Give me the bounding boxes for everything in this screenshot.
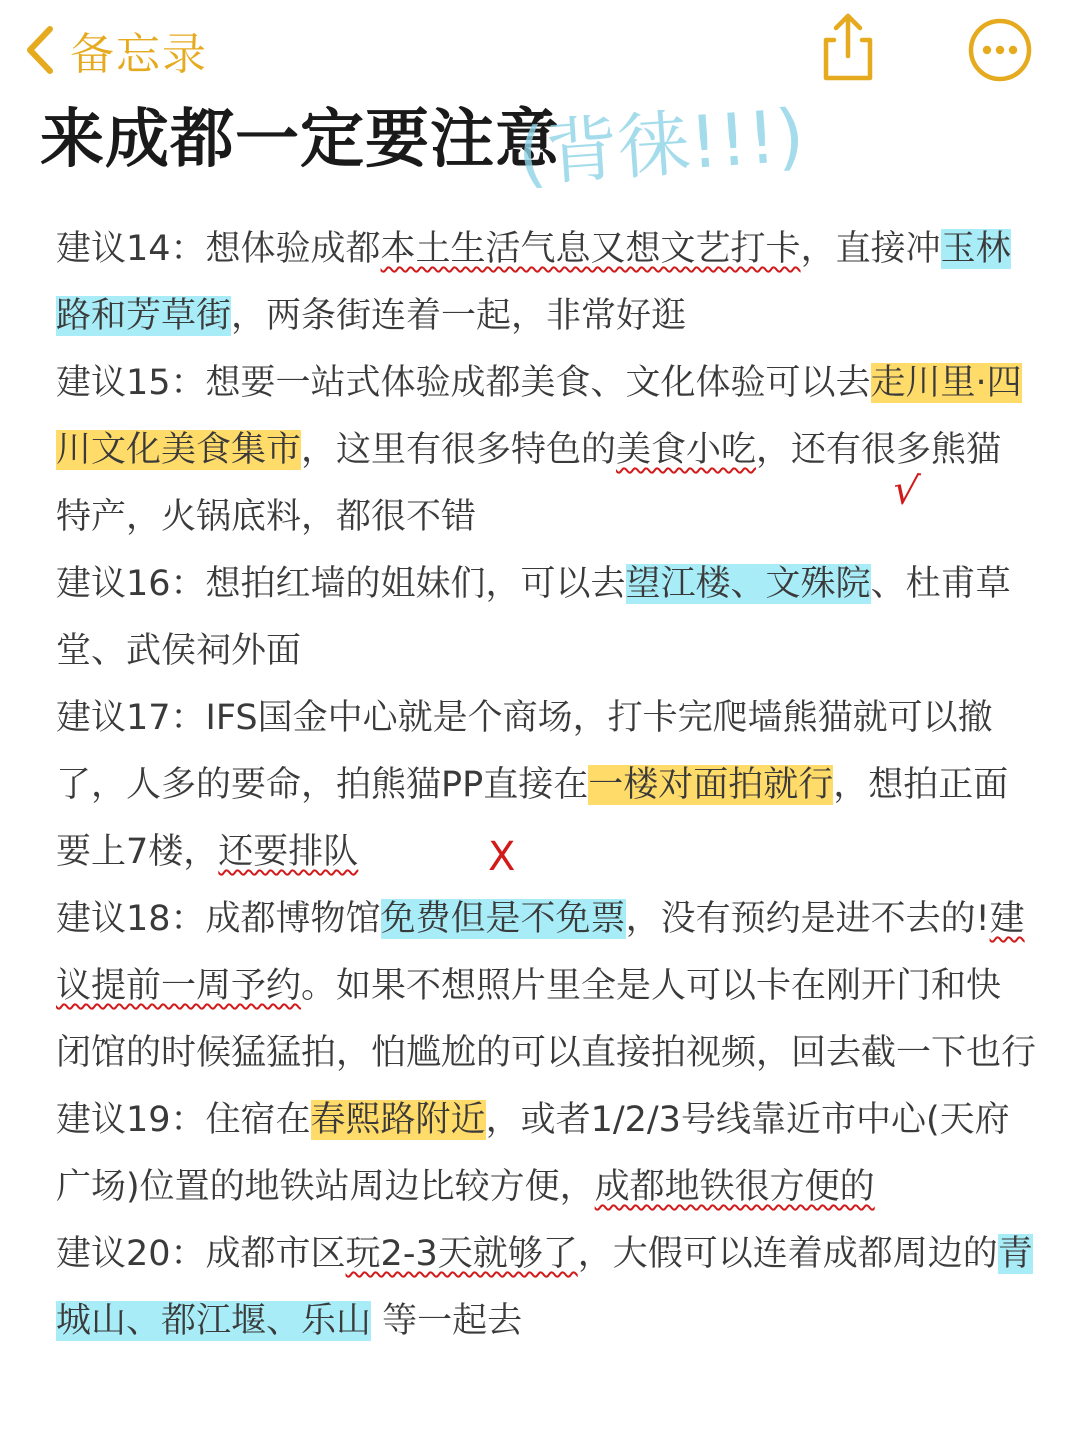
highlighted-text: 走川里·四川文化美食集市 — [56, 363, 1022, 470]
tip-text: 建议14：想体验成都 — [56, 229, 381, 269]
highlighted-text: 望江楼、文殊院 — [625, 564, 871, 604]
tip-text: 建议19：住宿在 — [56, 1100, 311, 1140]
tip-14 — [56, 216, 1036, 350]
more-icon — [964, 14, 1036, 86]
handwritten-doodle — [510, 92, 840, 202]
tip-text: ，这里有很多特色的 — [301, 430, 617, 470]
note-body[interactable] — [56, 216, 1036, 1355]
navigation-bar — [0, 0, 1080, 100]
underlined-text: 玩2-3天就够了 — [345, 1234, 578, 1274]
highlighted-text: 春熙路附近 — [310, 1100, 486, 1140]
tip-text: 建议17：IFS国金中心就是个商场，打卡完爬墙熊猫就可以撤了，人多的要命，拍熊猫PP直接在 — [56, 698, 993, 805]
underlined-text: 本土生活气息又想文艺打卡 — [380, 229, 801, 269]
tip-text: 建议20：成都市区 — [56, 1234, 346, 1274]
highlighted-text: 青城山、都江堰、乐山 — [56, 1234, 1033, 1341]
note-title: 来成都一定要注意 — [40, 103, 560, 177]
highlighted-text: 一楼对面拍就行 — [588, 765, 834, 805]
tip-text: 建议15：想要一站式体验成都美食、文化体验可以去 — [56, 363, 871, 403]
underlined-text: 美食小吃 — [616, 430, 757, 470]
tip-text: ，大假可以连着成都周边的 — [577, 1234, 998, 1274]
tip-text: 、杜甫草堂、武侯祠外面 — [56, 564, 1011, 671]
tip-text: ，想拍正面要上7楼， — [56, 765, 1009, 872]
tip-text: ，两条街连着一起，非常好逛 — [231, 296, 687, 336]
tip-text: 等一起去 — [371, 1301, 523, 1341]
chevron-left-icon — [22, 25, 56, 75]
underlined-text: 成都地铁很方便的 — [594, 1167, 875, 1207]
doodle-text: (背徕!!!) — [514, 93, 807, 197]
back-label: 备忘录 — [70, 29, 208, 80]
share-button[interactable] — [812, 10, 882, 86]
highlighted-text: 玉林路和芳草街 — [56, 229, 1011, 336]
tip-text: ，或者1/2/3号线靠近市中心(天府广场)位置的地铁站周边比较方便， — [56, 1100, 1010, 1207]
tip-20 — [56, 1221, 1036, 1355]
tip-text: ，没有预约是进不去的! — [625, 899, 990, 939]
tip-text: 建议18：成都博物馆 — [56, 899, 381, 939]
highlighted-text: 免费但是不免票 — [380, 899, 626, 939]
checkmark-annotation: √ — [889, 466, 922, 516]
underlined-text: 建议提前一周予约 — [56, 899, 1025, 1006]
tip-text: 。如果不想照片里全是人可以卡在刚开门和快闭馆的时候猛猛拍，怕尴尬的可以直接拍视频，回去截一下也行 — [56, 966, 1037, 1073]
share-icon — [812, 10, 882, 86]
underlined-text: 还要排队 — [218, 832, 359, 872]
tip-17 — [56, 685, 1036, 886]
cross-annotation: X — [488, 834, 516, 880]
tip-16 — [56, 551, 1036, 685]
tip-text: ，还有很多熊猫特产，火锅底料，都很不错 — [56, 430, 1002, 537]
tip-19 — [56, 1087, 1036, 1221]
back-button[interactable] — [22, 18, 208, 82]
tip-15 — [56, 350, 1036, 551]
tip-18 — [56, 886, 1036, 1087]
tip-text: 建议16：想拍红墙的姐妹们，可以去 — [56, 564, 626, 604]
more-button[interactable] — [964, 14, 1036, 86]
tip-text: ，直接冲 — [800, 229, 941, 269]
